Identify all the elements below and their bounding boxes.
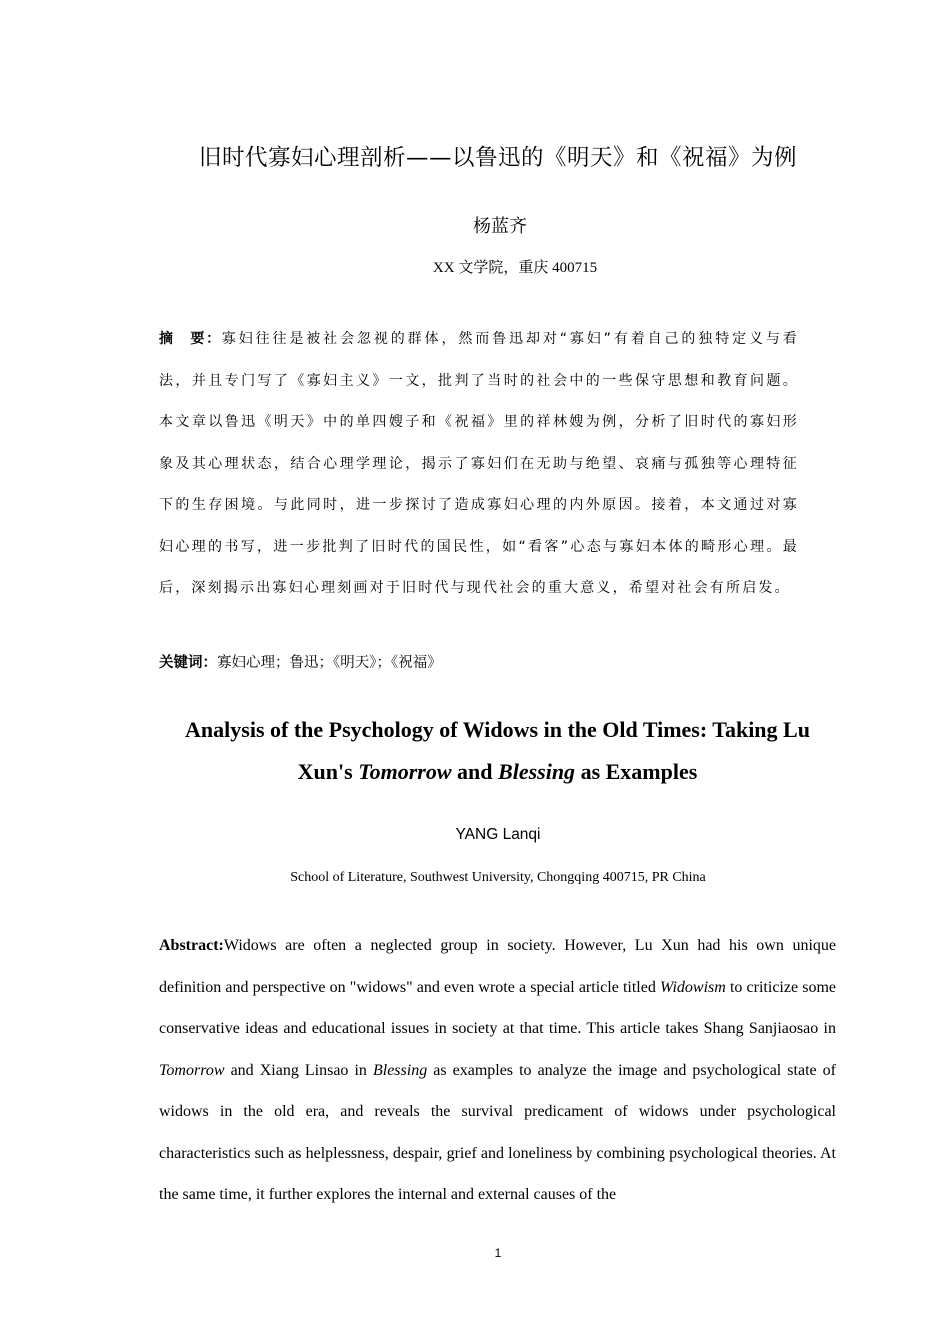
chinese-affiliation: XX 文学院，重庆 400715 <box>432 260 598 276</box>
chinese-keywords-label: 关键词： <box>159 655 217 671</box>
chinese-abstract <box>159 319 799 610</box>
english-abstract-text: and Xiang Linsao in <box>224 1061 373 1079</box>
english-author: YANG Lanqi <box>455 826 541 843</box>
english-title-work-blessing: Blessing <box>498 759 576 784</box>
english-title-text: Analysis of the Psychology of Widows in the Old Times: Taking Lu Xun's <box>185 717 810 784</box>
english-abstract-italic-widowism: Widowism <box>660 978 726 996</box>
chinese-author: 杨蓝齐 <box>473 216 527 237</box>
english-abstract-italic-tomorrow: Tomorrow <box>159 1061 225 1079</box>
chinese-keywords <box>159 651 799 675</box>
chinese-abstract-label: 摘 要： <box>159 331 222 347</box>
english-title <box>159 709 836 793</box>
english-title-text: and <box>451 759 499 784</box>
english-abstract-text: to criticize some conservative ideas and educational issues in society at that time. This article takes Shang Sanjiaosao in <box>159 978 836 1037</box>
chinese-abstract-text: 寡妇往往是被社会忽视的群体，然而鲁迅却对“寡妇”有着自己的独特定义与看法，并且专门写了《寡妇主义》一文，批判了当时的社会中的一些保守思想和教育问题。本文章以鲁迅《明天》中的单四嫂子和《祝福》里的祥林嫂为例，分析了旧时代的寡妇形象及其心理状态，结合心理学理论，揭示了寡妇们在无助与绝望、哀痛与孤独等心理特征下的生存困境。与此同时，进一步探讨了造成寡妇心理的内外原因。接着，本文通过对寡妇心理的书写，进一步批判了旧时代的国民性，如“看客”心态与寡妇本体的畸形心理。最后，深刻揭示出寡妇心理刻画对于旧时代与现代社会的重大意义，希望对社会有所启发。 <box>159 331 799 596</box>
english-title-text: as Examples <box>575 759 698 784</box>
page-number: 1 <box>494 1246 502 1260</box>
chinese-keywords-text: 寡妇心理；鲁迅；《明天》；《祝福》 <box>217 655 442 671</box>
english-abstract <box>159 925 836 1216</box>
english-abstract-text: Widows are often a neglected group in society. However, Lu Xun had his own unique definition and perspective on "widows" and even wrote a special article titled <box>159 937 836 996</box>
chinese-title: 旧时代寡妇心理剖析——以鲁迅的《明天》和《祝福》为例 <box>198 145 797 171</box>
english-abstract-italic-blessing: Blessing <box>372 1061 428 1079</box>
english-abstract-text: as examples to analyze the image and psychological state of widows in the old era, and reveals the survival predicament of widows under psychological characteristics such as helplessness, despair, grief and loneliness by combining psychological theories. At the same time, it further explores the internal and external causes of the <box>159 1061 836 1203</box>
english-abstract-label: Abstract: <box>159 937 224 954</box>
english-affiliation: School of Literature, Southwest University, Chongqing 400715, PR China <box>290 870 706 885</box>
english-title-work-tomorrow: Tomorrow <box>358 759 452 784</box>
